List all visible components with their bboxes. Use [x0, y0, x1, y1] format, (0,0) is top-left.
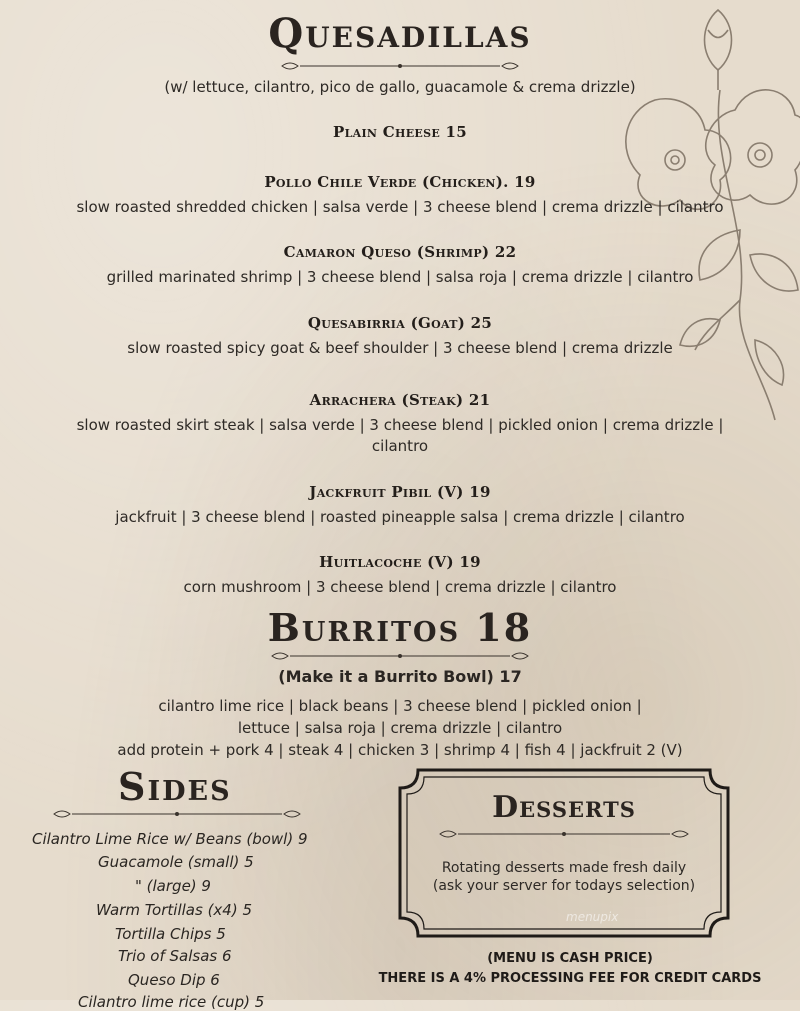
burritos-title: Burritos 18 [267, 605, 533, 650]
menu-item-name: Plain Cheese 15 [333, 123, 467, 141]
ornament-divider [438, 828, 690, 840]
ornament-divider [270, 650, 530, 662]
menu-item-desc: cilantro [371, 437, 429, 455]
sides-title: Sides [118, 764, 232, 809]
cash-price-note: (MENU IS CASH PRICE) [487, 951, 653, 966]
desserts-text: Rotating desserts made fresh daily [441, 860, 687, 876]
menu-item-name: Pollo Chile Verde (Chicken). 19 [264, 173, 536, 191]
menu-item-desc: slow roasted skirt steak | salsa verde | 3 cheese blend | pickled onion | crema drizzle | [76, 416, 724, 434]
side-item: Cilantro lime rice (cup) 5 [78, 993, 265, 1011]
menu-item-name: Camaron Queso (Shrimp) 22 [283, 243, 517, 261]
side-item: Warm Tortillas (x4) 5 [96, 901, 252, 919]
menu-item-name: Quesabirria (Goat) 25 [307, 314, 493, 332]
menu-item-desc: slow roasted spicy goat & beef shoulder | 3 cheese blend | crema drizzle [127, 339, 673, 357]
ornament-divider [280, 60, 520, 72]
menu-item-desc: slow roasted shredded chicken | salsa verde | 3 cheese blend | crema drizzle | cilantro [76, 198, 724, 216]
menu-item-name: Huitlacoche (V) 19 [319, 553, 481, 571]
quesadillas-subtitle: (w/ lettuce, cilantro, pico de gallo, guacamole & crema drizzle) [164, 78, 636, 96]
menu-item-name: Jackfruit Pibil (V) 19 [309, 483, 491, 501]
menu-item-desc: grilled marinated shrimp | 3 cheese blend | salsa roja | crema drizzle | cilantro [106, 268, 694, 286]
quesadillas-title: Quesadillas [268, 10, 532, 57]
side-item: Guacamole (small) 5 [98, 853, 254, 871]
burrito-desc-line: lettuce | salsa roja | crema drizzle | cilantro [237, 719, 563, 737]
burrito-bowl-option: (Make it a Burrito Bowl) 17 [278, 667, 522, 686]
side-item: Tortilla Chips 5 [115, 925, 226, 943]
card-fee-note: THERE IS A 4% PROCESSING FEE FOR CREDIT CARDS [378, 971, 762, 986]
side-item: " (large) 9 [135, 877, 211, 895]
side-item: Trio of Salsas 6 [118, 947, 232, 965]
desserts-box [398, 768, 730, 938]
ornament-divider [52, 808, 302, 820]
menu-item-desc: corn mushroom | 3 cheese blend | crema drizzle | cilantro [183, 578, 617, 596]
watermark: menupix [566, 910, 619, 924]
burrito-desc-line: add protein + pork 4 | steak 4 | chicken 3 | shrimp 4 | fish 4 | jackfruit 2 (V) [117, 741, 683, 759]
menu-item-name: Arrachera (Steak) 21 [309, 391, 491, 409]
menu-item-desc: jackfruit | 3 cheese blend | roasted pineapple salsa | crema drizzle | cilantro [115, 508, 685, 526]
desserts-text: (ask your server for todays selection) [432, 878, 696, 894]
side-item: Cilantro Lime Rice w/ Beans (bowl) 9 [32, 830, 308, 848]
side-item: Queso Dip 6 [128, 971, 220, 989]
burrito-desc-line: cilantro lime rice | black beans | 3 cheese blend | pickled onion | [158, 697, 642, 715]
desserts-title: Desserts [492, 790, 636, 825]
